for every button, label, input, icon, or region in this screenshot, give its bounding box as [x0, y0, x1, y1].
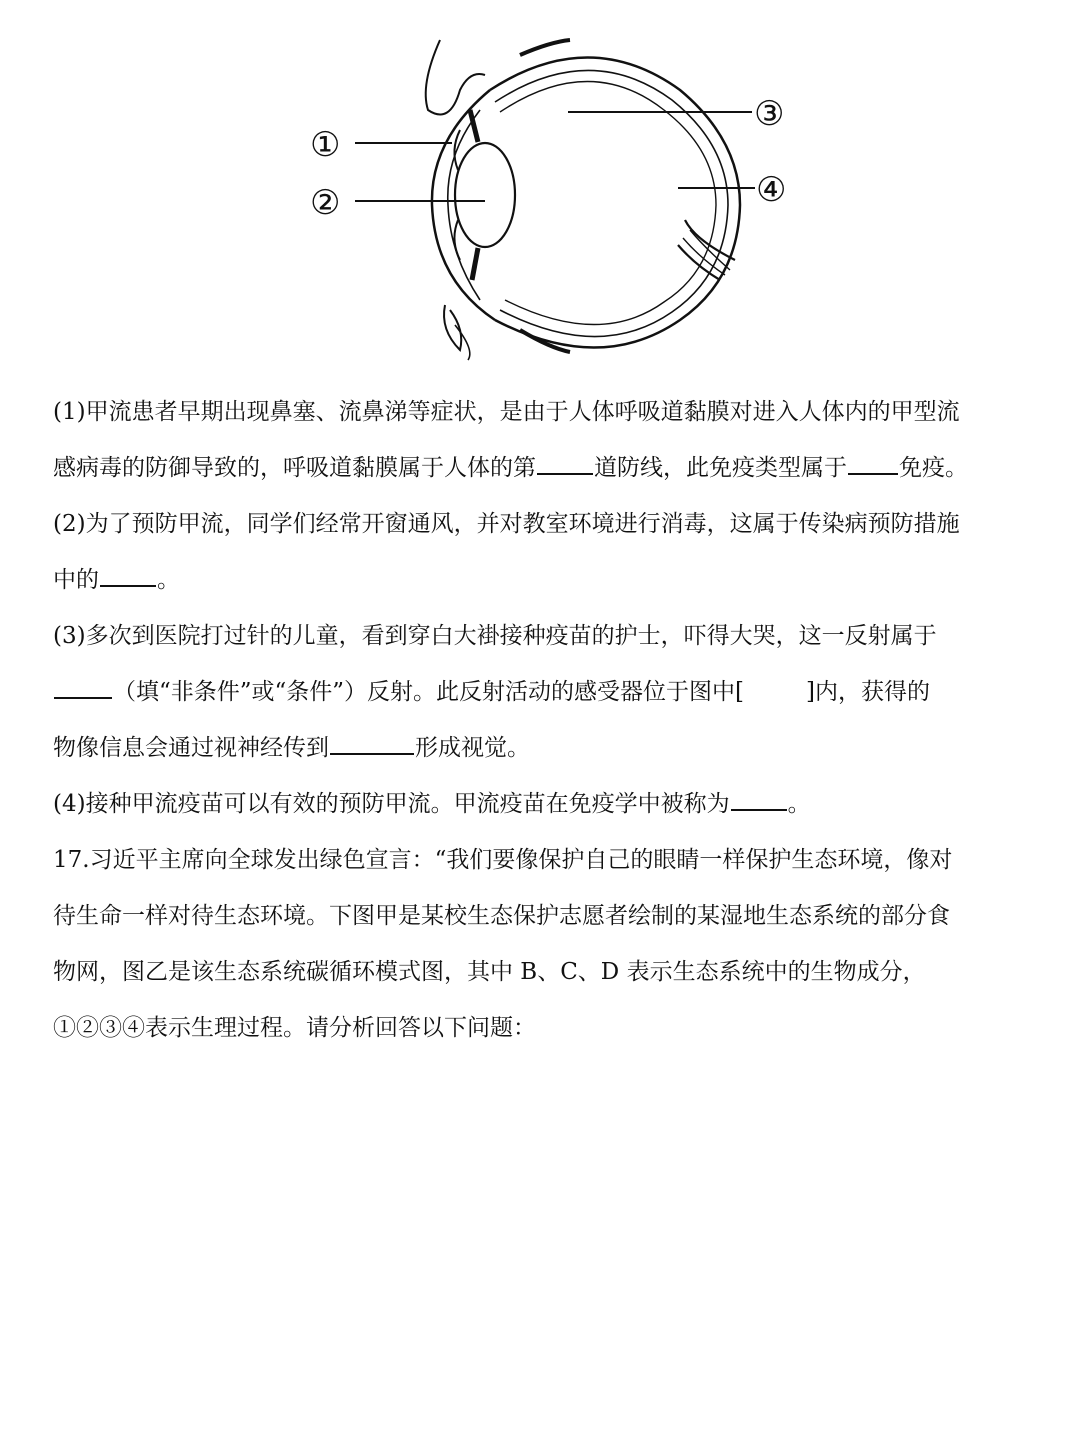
q3-text-d: 形成视觉。	[415, 735, 530, 761]
q1-line-2	[53, 440, 1043, 496]
q1-text-c: 免疫。	[899, 455, 968, 481]
q3-text-a: （填“非条件”或“条件”）反射。此反射活动的感受器位于图中[	[113, 679, 745, 705]
question-1	[53, 384, 1043, 496]
question-2	[53, 496, 1043, 608]
q4-line-1	[53, 776, 1043, 832]
q2-text-b: 。	[157, 567, 180, 593]
q17-line-2: 待生命一样对待生态环境。下图甲是某校生态保护志愿者绘制的某湿地生态系统的部分食	[53, 903, 950, 929]
eye-structure-diagram	[300, 30, 820, 370]
q2-text-a: 中的	[53, 567, 99, 593]
q3-line-2	[53, 664, 1043, 720]
q1-line-1: (1)甲流患者早期出现鼻塞、流鼻涕等症状，是由于人体呼吸道黏膜对进入人体内的甲型流	[53, 399, 960, 425]
q3-line-3	[53, 720, 1043, 776]
marker-3: ③	[754, 94, 785, 134]
q3-blank-2[interactable]	[330, 731, 414, 755]
q3-blank-1[interactable]	[54, 675, 112, 699]
question-3	[53, 608, 1043, 776]
q3-line-1: (3)多次到医院打过针的儿童，看到穿白大褂接种疫苗的护士，吓得大哭，这一反射属于	[53, 623, 937, 649]
marker-1: ①	[310, 125, 341, 165]
q3-text-b: ]内，获得的	[806, 679, 930, 705]
q17-line-3: 物网，图乙是该生态系统碳循环模式图，其中 B、C、D 表示生态系统中的生物成分，	[53, 959, 926, 985]
q1-blank-2[interactable]	[848, 451, 898, 475]
q2-blank[interactable]	[100, 563, 156, 587]
q17-line-4: ①②③④表示生理过程。请分析回答以下问题：	[53, 1015, 536, 1041]
q4-text-b: 。	[787, 791, 811, 817]
q17-line-1: 17.习近平主席向全球发出绿色宣言：“我们要像保护自己的眼睛一样保护生态环境，像对	[53, 847, 953, 873]
q3-text-c: 物像信息会通过视神经传到	[53, 735, 329, 761]
question-17	[53, 832, 1043, 1056]
q2-line-1: (2)为了预防甲流，同学们经常开窗通风，并对教室环境进行消毒，这属于传染病预防措施	[53, 511, 960, 537]
q4-blank[interactable]	[731, 787, 787, 811]
question-4	[53, 776, 1043, 832]
q4-text-a: (4)接种甲流疫苗可以有效的预防甲流。甲流疫苗在免疫学中被称为	[53, 791, 730, 817]
q1-blank-1[interactable]	[537, 451, 593, 475]
q1-text-b: 道防线，此免疫类型属于	[594, 455, 847, 481]
marker-2: ②	[310, 183, 341, 223]
q2-line-2	[53, 552, 1043, 608]
marker-4: ④	[756, 170, 787, 210]
q1-text-a: 感病毒的防御导致的，呼吸道黏膜属于人体的第	[53, 455, 536, 481]
